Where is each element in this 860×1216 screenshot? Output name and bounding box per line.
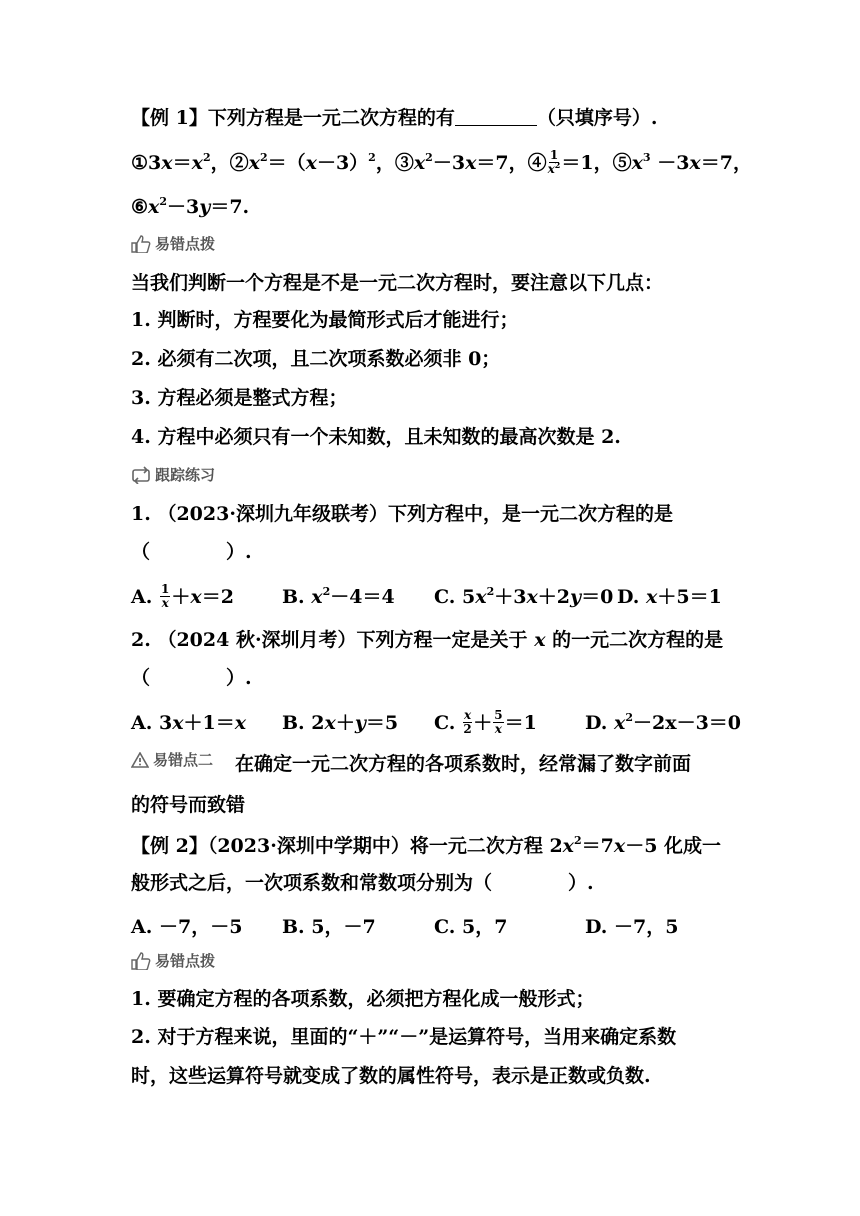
example1-items-line2: $⑥x^2-3y=7$.	[131, 195, 250, 218]
practice-q2-stem: 2. （2024 秋·深圳月考）下列方程一定是关于 x 的一元二次方程的是	[131, 629, 724, 651]
option-d: D. x＋5＝1	[617, 586, 722, 608]
example1-items-line1: $①3x=x^2$，$②x^2=(x-3)^2$，$③x^2-3x=7$，④ $\frac{1}{x^2}$ ＝1，$⑤x^3 -3x=7$，	[131, 147, 752, 176]
option-a: A. 3x＋1＝x	[131, 712, 247, 734]
tip2-point: 时，这些运算符号就变成了数的属性符号，表示是正数或负数.	[131, 1065, 651, 1087]
example2-options	[131, 912, 751, 938]
option-c: C. $\frac{x}{2}$ ＋ $\frac{5}{x}$ ＝1	[434, 707, 537, 736]
practice-q2-paren: （ ）.	[131, 667, 252, 689]
tip2-point: 1. 要确定方程的各项系数，必须把方程化成一般形式；	[131, 988, 595, 1010]
practice-q1-options	[131, 582, 751, 608]
option-b: B. 5，－7	[282, 916, 376, 938]
thumbs-up-icon	[131, 235, 151, 253]
fraction-one-over-x-squared: $\frac{1}{x^2}$	[547, 147, 561, 176]
thumbs-up-icon	[131, 952, 151, 970]
practice-label: 跟踪练习	[131, 465, 215, 485]
point2-title-line1	[131, 750, 740, 777]
example1-tail: （只填序号）.	[536, 107, 658, 129]
option-c: C. 5，7	[434, 916, 508, 938]
example1-line	[131, 105, 740, 131]
option-d: D. －7，5	[585, 916, 679, 938]
example2-line1: 【例 2】（2023·深圳中学期中）将一元二次方程 $2x^2=7x-5$ 化成一	[131, 834, 722, 857]
option-a: A. －7，－5	[131, 916, 243, 938]
warning-icon	[131, 752, 149, 768]
option-c: C. $5x^2+3x+2y=0$	[434, 585, 614, 608]
practice-q1-paren: （ ）.	[131, 541, 252, 563]
option-b: B. $x^2-4=4$	[282, 585, 395, 608]
tip1-intro: 当我们判断一个方程是不是一元二次方程时，要注意以下几点：	[131, 272, 664, 294]
tip1-point: 3. 方程必须是整式方程；	[131, 387, 348, 409]
tip2-point: 2. 对于方程来说，里面的“＋”“－”是运算符号，当用来确定系数	[131, 1026, 677, 1048]
example2-line2: 般形式之后，一次项系数和常数项分别为（ ）.	[131, 872, 594, 894]
repeat-icon	[131, 466, 151, 484]
tip1-label: 易错点拨	[131, 234, 215, 254]
option-d: D. $x^2-2x-3=0$	[585, 711, 742, 734]
practice-q1-stem: 1. （2023·深圳九年级联考）下列方程中，是一元二次方程的是	[131, 503, 673, 525]
point2-title-line2: 的符号而致错	[131, 794, 246, 816]
tip1-point: 1. 判断时，方程要化为最简形式后才能进行；	[131, 309, 519, 331]
tip2-label: 易错点拨	[131, 951, 215, 971]
option-a: A. $\frac{1}{x}$ ＋x＝2	[131, 581, 234, 610]
tip1-point: 2. 必须有二次项，且二次项系数必须非 0；	[131, 348, 501, 370]
practice-q2-options	[131, 708, 751, 734]
option-b: B. 2x＋y＝5	[282, 712, 399, 734]
point2-label: 易错点二	[131, 750, 213, 770]
point2-title: 在确定一元二次方程的各项系数时，经常漏了数字前面	[235, 753, 692, 775]
tip1-point: 4. 方程中必须只有一个未知数，且未知数的最高次数是 2.	[131, 426, 621, 448]
example1-head: 【例 1】下列方程是一元二次方程的有	[131, 107, 455, 129]
answer-blank	[455, 105, 537, 126]
